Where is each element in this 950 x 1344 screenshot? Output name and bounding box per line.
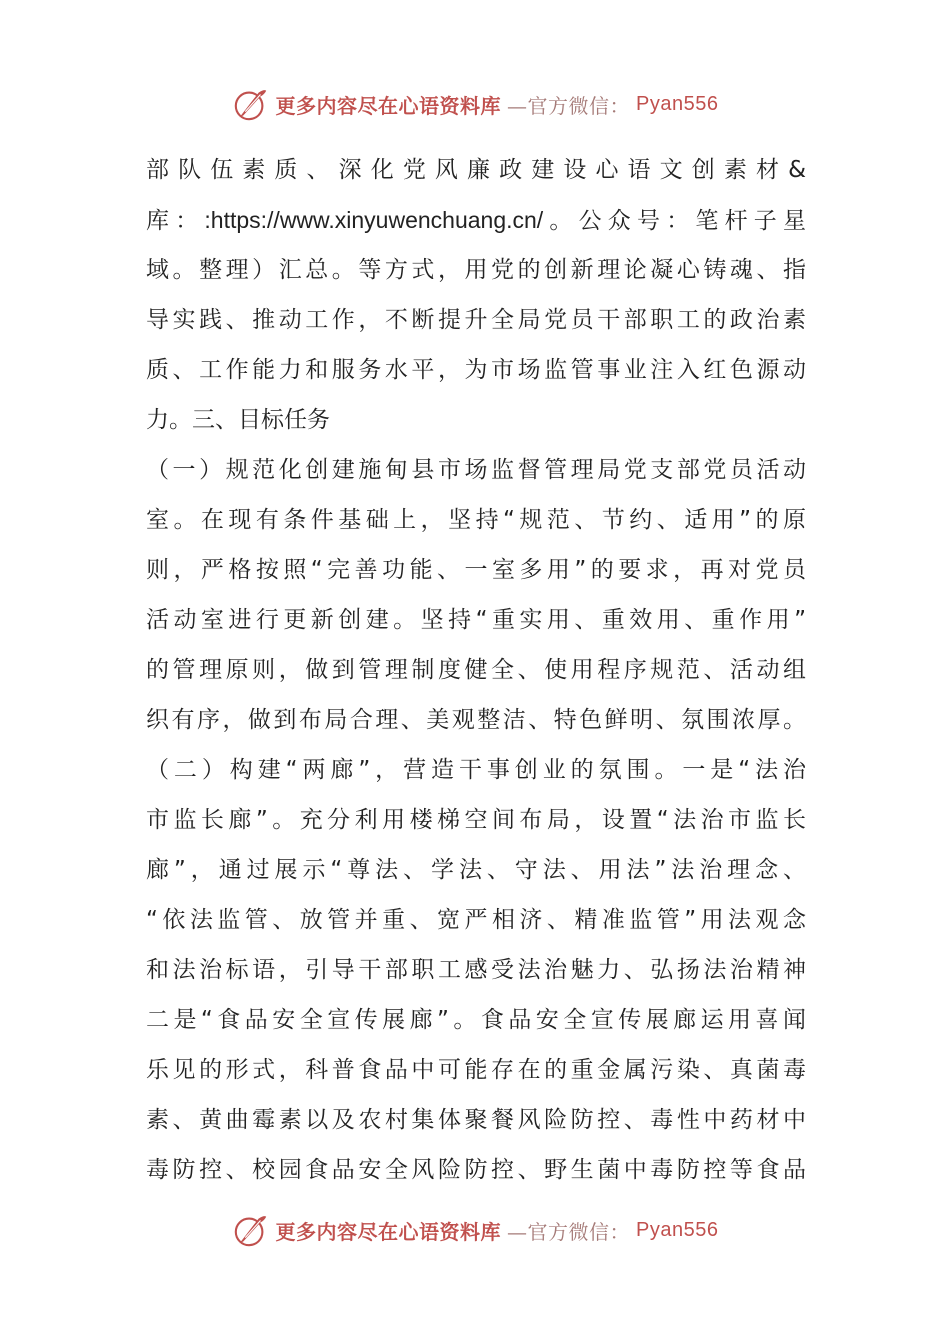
watermark-wechat-id: Pyan556 (636, 1218, 719, 1241)
document-body (146, 145, 806, 1195)
text-line: 域。整理）汇总。等方式，用党的创新理论凝心铸魂、指 (146, 257, 806, 283)
text-line: 市监长廊”。充分利用楼梯空间布局，设置“法治市监长 (146, 807, 806, 833)
text-line: 室。在现有条件基础上，坚持“规范、节约、适用”的原 (146, 507, 806, 533)
watermark-text: 更多内容尽在心语资料库 (275, 1219, 502, 1244)
watermark-text: 更多内容尽在心语资料库 (275, 93, 502, 118)
text-line: 素、黄曲霉素以及农村集体聚餐风险防控、毒性中药材中 (146, 1107, 806, 1133)
text-line: 乐见的形式，科普食品中可能存在的重金属污染、真菌毒 (146, 1057, 806, 1083)
quill-pen-logo-icon (232, 85, 270, 123)
text-line: 则，严格按照“完善功能、一室多用”的要求，再对党员 (146, 557, 806, 583)
text-line: 导实践、推动工作，不断提升全局党员干部职工的政治素 (146, 307, 806, 333)
text-line: 力。三、目标任务 (146, 407, 330, 433)
text-line: “依法监管、放管并重、宽严相济、精准监管”用法观念 (146, 907, 806, 933)
watermark-separator: —官方微信： (507, 93, 631, 118)
watermark-separator: —官方微信： (507, 1219, 631, 1244)
text-line: 部队伍素质、深化党风廉政建设心语文创素材& (146, 157, 806, 183)
text-line: （二）构建“两廊”，营造干事创业的氛围。一是“法治 (146, 757, 806, 783)
text-line: 和法治标语，引导干部职工感受法治魅力、弘扬法治精神 (146, 957, 806, 983)
text-line: 的管理原则，做到管理制度健全、使用程序规范、活动组 (146, 657, 806, 683)
text-line: （一）规范化创建施甸县市场监督管理局党支部党员活动 (146, 457, 806, 483)
text-line: 廊”，通过展示“尊法、学法、守法、用法”法治理念、 (146, 857, 806, 883)
quill-pen-logo-icon (232, 1211, 270, 1249)
text-line: 织有序，做到布局合理、美观整洁、特色鲜明、氛围浓厚。 (146, 707, 806, 733)
watermark-wechat-id: Pyan556 (636, 92, 719, 115)
footer-watermark (0, 1208, 950, 1252)
text-line: 毒防控、校园食品安全风险防控、野生菌中毒防控等食品 (146, 1157, 806, 1183)
header-watermark (0, 82, 950, 126)
text-line: 活动室进行更新创建。坚持“重实用、重效用、重作用” (146, 607, 806, 633)
text-line: 二是“食品安全宣传展廊”。食品安全宣传展廊运用喜闻 (146, 1007, 806, 1033)
text-line: 质、工作能力和服务水平，为市场监管事业注入红色源动 (146, 357, 806, 383)
text-line: 库：:https://www.xinyuwenchuang.cn/。公众号：笔杆子星 (146, 207, 806, 233)
